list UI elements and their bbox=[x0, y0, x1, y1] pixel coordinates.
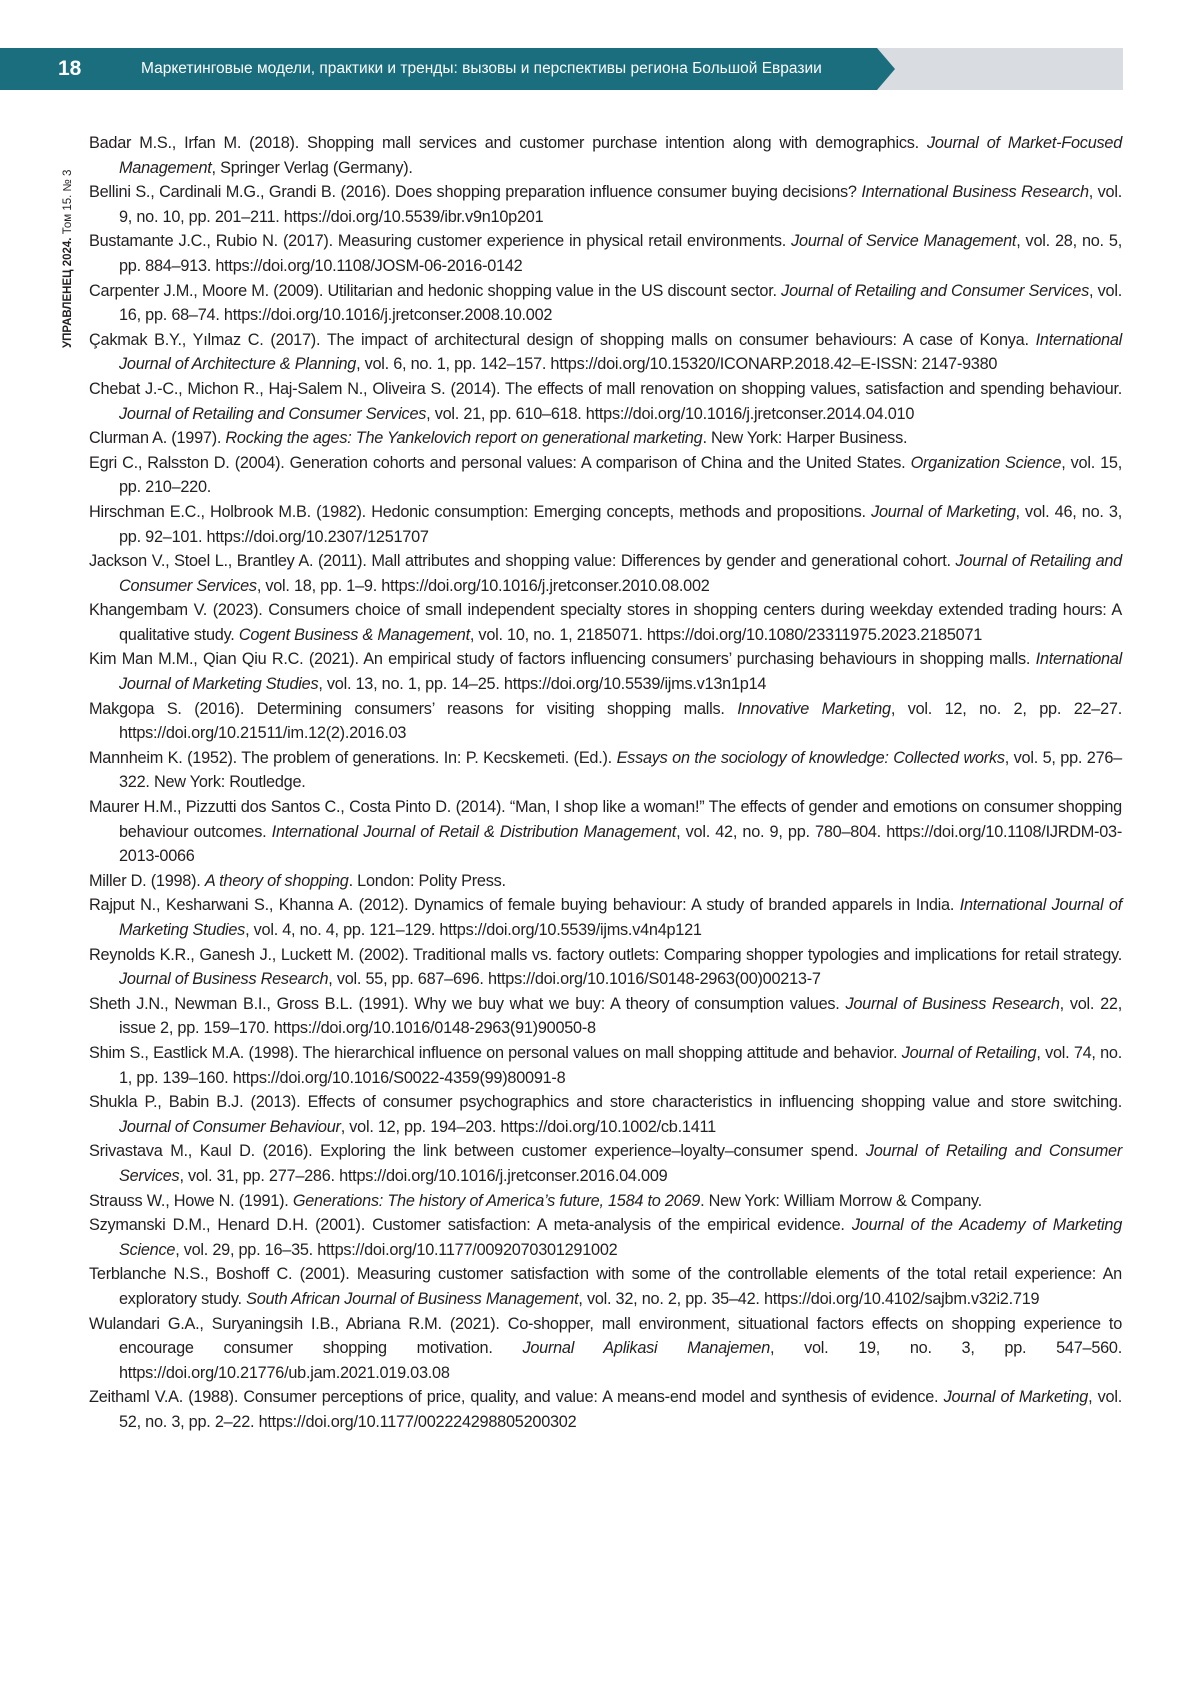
reference-details: , vol. 16, pp. 68–74. https://doi.org/10.1016/j.jretconser.2008.10.002 bbox=[119, 282, 1122, 325]
reference-entry bbox=[89, 426, 1122, 451]
reference-text: Bellini S., Cardinali M.G., Grandi B. (2016). Does shopping preparation influence consumer buying decisions? bbox=[89, 183, 861, 201]
reference-source: South African Journal of Business Management bbox=[246, 1290, 578, 1308]
reference-entry bbox=[89, 1385, 1122, 1434]
reference-details: , vol. 21, pp. 610–618. https://doi.org/10.1016/j.jretconser.2014.04.010 bbox=[426, 405, 914, 423]
reference-source: Journal of Retailing and Consumer Services bbox=[119, 1142, 1122, 1185]
reference-source: Cogent Business & Management bbox=[239, 626, 470, 644]
reference-source: Journal of Marketing bbox=[944, 1388, 1089, 1406]
reference-details: , vol. 28, no. 5, pp. 884–913. https://doi.org/10.1108/JOSM-06-2016-0142 bbox=[119, 232, 1122, 275]
reference-text: Çakmak B.Y., Yılmaz C. (2017). The impact of architectural design of shopping malls on consumer behaviours: A case of Konya. bbox=[89, 331, 1036, 349]
reference-text: Mannheim K. (1952). The problem of generations. In: P. Kecskemeti. (Ed.). bbox=[89, 749, 617, 767]
reference-entry bbox=[89, 1262, 1122, 1311]
reference-source: Essays on the sociology of knowledge: Collected works bbox=[617, 749, 1005, 767]
reference-entry bbox=[89, 500, 1122, 549]
reference-source: Journal of Consumer Behaviour bbox=[119, 1118, 341, 1136]
reference-source: Journal of Retailing and Consumer Services bbox=[119, 552, 1122, 595]
reference-entry bbox=[89, 795, 1122, 869]
reference-entry bbox=[89, 549, 1122, 598]
reference-source: Journal of Market-Focused Management bbox=[119, 134, 1122, 177]
reference-source: Journal of Marketing bbox=[871, 503, 1015, 521]
reference-text: Clurman A. (1997). bbox=[89, 429, 225, 447]
journal-side-label bbox=[58, 128, 78, 348]
reference-details: . London: Polity Press. bbox=[349, 872, 506, 890]
reference-text: Bustamante J.C., Rubio N. (2017). Measuring customer experience in physical retail environments. bbox=[89, 232, 791, 250]
reference-text: Srivastava M., Kaul D. (2016). Exploring the link between customer experience–loyalty–consumer spend. bbox=[89, 1142, 866, 1160]
reference-entry bbox=[89, 1312, 1122, 1386]
reference-details: , vol. 55, pp. 687–696. https://doi.org/10.1016/S0148-2963(00)00213-7 bbox=[328, 970, 820, 988]
reference-entry bbox=[89, 377, 1122, 426]
reference-source: International Journal of Architecture & Planning bbox=[119, 331, 1122, 374]
reference-entry bbox=[89, 1189, 1122, 1214]
reference-details: , vol. 10, no. 1, 2185071. https://doi.org/10.1080/23311975.2023.2185071 bbox=[470, 626, 982, 644]
reference-entry bbox=[89, 647, 1122, 696]
reference-details: , vol. 12, no. 2, pp. 22–27. https://doi.org/10.21511/im.12(2).2016.03 bbox=[119, 700, 1122, 743]
reference-source: Journal of Retailing bbox=[902, 1044, 1037, 1062]
reference-details: . New York: William Morrow & Company. bbox=[700, 1192, 982, 1210]
reference-details: , vol. 4, no. 4, pp. 121–129. https://doi.org/10.5539/ijms.v4n4p121 bbox=[245, 921, 702, 939]
journal-name: УПРАВЛЕНЕЦ 2024. bbox=[62, 238, 74, 349]
reference-text: Badar M.S., Irfan M. (2018). Shopping mall services and customer purchase intention along with demographics. bbox=[89, 134, 927, 152]
reference-details: , vol. 18, pp. 1–9. https://doi.org/10.1016/j.jretconser.2010.08.002 bbox=[257, 577, 710, 595]
reference-text: Miller D. (1998). bbox=[89, 872, 205, 890]
reference-entry bbox=[89, 131, 1122, 180]
reference-details: , vol. 32, no. 2, pp. 35–42. https://doi.org/10.4102/sajbm.v32i2.719 bbox=[578, 1290, 1039, 1308]
reference-source: Rocking the ages: The Yankelovich report on generational marketing bbox=[225, 429, 702, 447]
reference-entry bbox=[89, 451, 1122, 500]
reference-source: Generations: The history of America’s future, 1584 to 2069 bbox=[293, 1192, 700, 1210]
reference-details: , vol. 46, no. 3, pp. 92–101. https://doi.org/10.2307/1251707 bbox=[119, 503, 1122, 546]
reference-source: Journal of the Academy of Marketing Science bbox=[119, 1216, 1122, 1259]
reference-details: , vol. 6, no. 1, pp. 142–157. https://doi.org/10.15320/ICONARP.2018.42–E-ISSN: 2147-9380 bbox=[356, 355, 997, 373]
reference-details: , vol. 12, pp. 194–203. https://doi.org/10.1002/cb.1411 bbox=[341, 1118, 716, 1136]
reference-text: Reynolds K.R., Ganesh J., Luckett M. (2002). Traditional malls vs. factory outlets: Comparing shopper typologies and implications for retail strategy. bbox=[89, 946, 1122, 964]
reference-entry bbox=[89, 279, 1122, 328]
reference-details: , vol. 15, pp. 210–220. bbox=[119, 454, 1122, 497]
reference-details: , vol. 42, no. 9, pp. 780–804. https://doi.org/10.1108/IJRDM-03-2013-0066 bbox=[119, 823, 1122, 866]
reference-text: Terblanche N.S., Boshoff C. (2001). Measuring customer satisfaction with some of the controllable elements of the total retail experience: An exploratory study. bbox=[89, 1265, 1122, 1308]
header-title: Маркетинговые модели, практики и тренды: вызовы и перспективы региона Большой Евразии bbox=[141, 48, 822, 90]
reference-details: , vol. 31, pp. 277–286. https://doi.org/10.1016/j.jretconser.2016.04.009 bbox=[179, 1167, 667, 1185]
reference-text: Shukla P., Babin B.J. (2013). Effects of consumer psychographics and store characteristics in influencing shopping value and store switching. bbox=[89, 1093, 1122, 1111]
reference-source: International Journal of Retail & Distribution Management bbox=[272, 823, 676, 841]
reference-text: Egri C., Ralsston D. (2004). Generation cohorts and personal values: A comparison of China and the United States. bbox=[89, 454, 911, 472]
reference-entry bbox=[89, 869, 1122, 894]
reference-details: , vol. 9, no. 10, pp. 201–211. https://doi.org/10.5539/ibr.v9n10p201 bbox=[119, 183, 1122, 226]
reference-entry bbox=[89, 992, 1122, 1041]
reference-details: . New York: Harper Business. bbox=[702, 429, 907, 447]
reference-entry bbox=[89, 746, 1122, 795]
reference-text: Zeithaml V.A. (1988). Consumer perceptions of price, quality, and value: A means-end model and synthesis of evidence. bbox=[89, 1388, 944, 1406]
reference-details: , vol. 29, pp. 16–35. https://doi.org/10.1177/0092070301291002 bbox=[175, 1241, 617, 1259]
reference-source: A theory of shopping bbox=[205, 872, 349, 890]
reference-text: Szymanski D.M., Henard D.H. (2001). Customer satisfaction: A meta-analysis of the empirical evidence. bbox=[89, 1216, 852, 1234]
reference-details: , vol. 22, issue 2, pp. 159–170. https://doi.org/10.1016/0148-2963(91)90050-8 bbox=[119, 995, 1122, 1038]
reference-entry bbox=[89, 1041, 1122, 1090]
running-header bbox=[0, 48, 1123, 90]
reference-source: International Journal of Marketing Studies bbox=[119, 896, 1122, 939]
reference-list bbox=[89, 131, 1122, 1434]
reference-entry bbox=[89, 697, 1122, 746]
reference-entry bbox=[89, 328, 1122, 377]
reference-text: Strauss W., Howe N. (1991). bbox=[89, 1192, 293, 1210]
page-number: 18 bbox=[58, 48, 81, 90]
reference-source: Journal of Retailing and Consumer Services bbox=[119, 405, 426, 423]
reference-source: Journal of Business Research bbox=[845, 995, 1059, 1013]
reference-details: , vol. 52, no. 3, pp. 2–22. https://doi.org/10.1177/002224298805200302 bbox=[119, 1388, 1122, 1431]
reference-entry bbox=[89, 1090, 1122, 1139]
reference-text: Hirschman E.C., Holbrook M.B. (1982). Hedonic consumption: Emerging concepts, methods and propositions. bbox=[89, 503, 871, 521]
reference-source: International Journal of Marketing Studies bbox=[119, 650, 1122, 693]
reference-source: Organization Science bbox=[911, 454, 1062, 472]
reference-entry bbox=[89, 598, 1122, 647]
reference-source: Journal of Business Research bbox=[119, 970, 328, 988]
reference-text: Chebat J.-C., Michon R., Haj-Salem N., Oliveira S. (2014). The effects of mall renovation on shopping values, satisfaction and spending behaviour. bbox=[89, 380, 1122, 398]
reference-entry bbox=[89, 1213, 1122, 1262]
reference-entry bbox=[89, 893, 1122, 942]
reference-entry bbox=[89, 229, 1122, 278]
reference-text: Wulandari G.A., Suryaningsih I.B., Abriana R.M. (2021). Co-shopper, mall environment, situational factors effects on shopping experience to encourage consumer shopping motivation. bbox=[89, 1315, 1122, 1358]
reference-text: Rajput N., Kesharwani S., Khanna A. (2012). Dynamics of female buying behaviour: A study of branded apparels in India. bbox=[89, 896, 960, 914]
reference-text: Shim S., Eastlick M.A. (1998). The hierarchical influence on personal values on mall shopping attitude and behavior. bbox=[89, 1044, 902, 1062]
reference-text: Carpenter J.M., Moore M. (2009). Utilitarian and hedonic shopping value in the US discount sector. bbox=[89, 282, 781, 300]
reference-details: , vol. 74, no. 1, pp. 139–160. https://doi.org/10.1016/S0022-4359(99)80091-8 bbox=[119, 1044, 1122, 1087]
journal-volume: Том 15. № 3 bbox=[62, 170, 74, 235]
reference-details: , vol. 19, no. 3, pp. 547–560. https://doi.org/10.21776/ub.jam.2021.019.03.08 bbox=[119, 1339, 1122, 1382]
reference-entry bbox=[89, 180, 1122, 229]
reference-text: Kim Man M.M., Qian Qiu R.C. (2021). An empirical study of factors influencing consumers’ purchasing behaviours in shopping malls. bbox=[89, 650, 1036, 668]
reference-details: , Springer Verlag (Germany). bbox=[212, 159, 413, 177]
reference-source: Journal of Service Management bbox=[791, 232, 1016, 250]
reference-source: Journal Aplikasi Manajemen bbox=[522, 1339, 770, 1357]
reference-text: Khangembam V. (2023). Consumers choice of small independent specialty stores in shopping centers during weekday extended trading hours: A qualitative study. bbox=[89, 601, 1122, 644]
reference-source: Innovative Marketing bbox=[737, 700, 891, 718]
reference-source: Journal of Retailing and Consumer Services bbox=[781, 282, 1089, 300]
reference-entry bbox=[89, 1139, 1122, 1188]
reference-entry bbox=[89, 943, 1122, 992]
reference-details: , vol. 5, pp. 276–322. New York: Routledge. bbox=[119, 749, 1122, 792]
reference-text: Makgopa S. (2016). Determining consumers’ reasons for visiting shopping malls. bbox=[89, 700, 737, 718]
reference-text: Maurer H.M., Pizzutti dos Santos C., Costa Pinto D. (2014). “Man, I shop like a woman!” The effects of gender and emotions on consumer shopping behaviour outcomes. bbox=[89, 798, 1122, 841]
reference-source: International Business Research bbox=[861, 183, 1088, 201]
reference-text: Jackson V., Stoel L., Brantley A. (2011). Mall attributes and shopping value: Differences by gender and generational cohort. bbox=[89, 552, 956, 570]
reference-details: , vol. 13, no. 1, pp. 14–25. https://doi.org/10.5539/ijms.v13n1p14 bbox=[318, 675, 766, 693]
reference-text: Sheth J.N., Newman B.I., Gross B.L. (1991). Why we buy what we buy: A theory of consumption values. bbox=[89, 995, 845, 1013]
